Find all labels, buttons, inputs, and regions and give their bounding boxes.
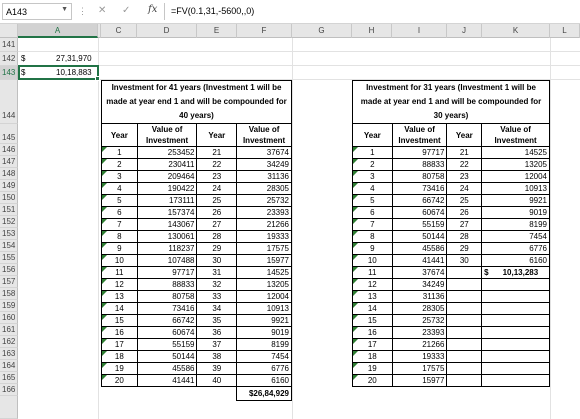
- value-cell[interactable]: [482, 375, 550, 387]
- value-cell[interactable]: 41441: [392, 255, 447, 267]
- value-cell[interactable]: 6776: [482, 243, 550, 255]
- value-cell[interactable]: 253452: [137, 147, 197, 159]
- value-cell[interactable]: 66742: [137, 315, 197, 327]
- value-cell[interactable]: 34249: [392, 279, 447, 291]
- table-row: [353, 231, 550, 243]
- table-row: [353, 243, 550, 255]
- cancel-icon[interactable]: ✕: [98, 5, 107, 16]
- value-cell[interactable]: 19333: [392, 351, 447, 363]
- value-cell[interactable]: 9921: [237, 315, 292, 327]
- table-row: [353, 339, 550, 351]
- value-header[interactable]: Value of Investment: [237, 124, 292, 147]
- year-cell[interactable]: 17: [353, 339, 393, 351]
- year-cell[interactable]: 33: [197, 291, 237, 303]
- value-cell[interactable]: 10913: [482, 183, 550, 195]
- select-all-corner[interactable]: [0, 24, 18, 38]
- year-cell[interactable]: 7: [353, 219, 393, 231]
- value-cell[interactable]: 130061: [137, 231, 197, 243]
- formula-input[interactable]: [164, 3, 578, 20]
- year-cell[interactable]: 29: [447, 243, 482, 255]
- year-cell[interactable]: 28: [197, 231, 237, 243]
- column-header-a[interactable]: A: [18, 24, 98, 38]
- row-header-146[interactable]: 146: [0, 144, 18, 156]
- column-header-d[interactable]: D: [137, 24, 197, 38]
- value-cell[interactable]: 12004: [237, 291, 292, 303]
- total-currency: $: [484, 268, 489, 277]
- table-row: [353, 255, 550, 267]
- cell-a142-currency[interactable]: $: [21, 54, 26, 63]
- value-cell[interactable]: 21266: [392, 339, 447, 351]
- year-cell[interactable]: 2: [353, 159, 393, 171]
- value-cell[interactable]: 34249: [237, 159, 292, 171]
- year-cell[interactable]: 22: [197, 159, 237, 171]
- year-cell[interactable]: 21: [197, 147, 237, 159]
- column-header-f[interactable]: F: [237, 24, 292, 38]
- value-cell[interactable]: 31136: [392, 291, 447, 303]
- row-header-160[interactable]: 160: [0, 312, 18, 324]
- value-cell[interactable]: 88833: [392, 159, 447, 171]
- year-cell[interactable]: 1: [353, 147, 393, 159]
- year-cell[interactable]: 16: [353, 327, 393, 339]
- table-row: [102, 231, 292, 243]
- row-header-147[interactable]: 147: [0, 156, 18, 168]
- value-cell[interactable]: 19333: [237, 231, 292, 243]
- year-cell[interactable]: 11: [353, 267, 393, 279]
- table-row: [353, 315, 550, 327]
- row-header-161[interactable]: 161: [0, 324, 18, 336]
- row-header-158[interactable]: 158: [0, 288, 18, 300]
- value-cell[interactable]: 66742: [392, 195, 447, 207]
- row-header-165[interactable]: 165: [0, 372, 18, 384]
- table-row: [353, 159, 550, 171]
- year-cell[interactable]: [447, 291, 482, 303]
- year-cell[interactable]: 13: [353, 291, 393, 303]
- table-row: [102, 375, 292, 387]
- year-cell[interactable]: 19: [353, 363, 393, 375]
- row-header-filler: [0, 396, 18, 419]
- value-cell[interactable]: [482, 279, 550, 291]
- row-header-163[interactable]: 163: [0, 348, 18, 360]
- year-cell[interactable]: 23: [197, 171, 237, 183]
- year-cell[interactable]: [447, 327, 482, 339]
- year-cell[interactable]: [447, 279, 482, 291]
- column-header-j[interactable]: J: [447, 24, 482, 38]
- fill-handle[interactable]: [95, 76, 100, 81]
- year-cell[interactable]: [447, 339, 482, 351]
- column-header-c[interactable]: C: [101, 24, 137, 38]
- row-header-155[interactable]: 155: [0, 252, 18, 264]
- year-cell[interactable]: 25: [197, 195, 237, 207]
- table-row: [102, 159, 292, 171]
- year-cell[interactable]: 9: [102, 243, 138, 255]
- year-cell[interactable]: [447, 315, 482, 327]
- year-header[interactable]: Year: [102, 124, 138, 147]
- year-cell[interactable]: 5: [102, 195, 138, 207]
- year-cell[interactable]: 38: [197, 351, 237, 363]
- value-cell[interactable]: 173111: [137, 195, 197, 207]
- total-value[interactable]: $26,84,929: [237, 387, 292, 401]
- table-row: [102, 351, 292, 363]
- value-cell[interactable]: [482, 291, 550, 303]
- value-cell[interactable]: 17575: [392, 363, 447, 375]
- total-row: [102, 387, 292, 401]
- value-cell[interactable]: 6160: [482, 255, 550, 267]
- year-cell[interactable]: 1: [102, 147, 138, 159]
- year-cell[interactable]: 18: [353, 351, 393, 363]
- column-header-l[interactable]: L: [550, 24, 580, 38]
- gridline: [98, 38, 99, 419]
- gridline: [550, 38, 551, 419]
- table-row: [353, 195, 550, 207]
- table-row: [102, 207, 292, 219]
- formula-bar: [0, 0, 580, 24]
- year-cell[interactable]: 13: [102, 291, 138, 303]
- row-header-142[interactable]: 142: [0, 52, 18, 66]
- year-cell[interactable]: 10: [353, 255, 393, 267]
- year-cell[interactable]: 4: [102, 183, 138, 195]
- year-cell[interactable]: 19: [102, 363, 138, 375]
- value-cell[interactable]: 17575: [237, 243, 292, 255]
- year-cell[interactable]: 30: [197, 255, 237, 267]
- year-cell[interactable]: 14: [102, 303, 138, 315]
- row-header-148[interactable]: 148: [0, 168, 18, 180]
- value-cell[interactable]: 8199: [237, 339, 292, 351]
- header-row: [102, 124, 292, 147]
- year-cell[interactable]: 24: [197, 183, 237, 195]
- value-cell[interactable]: 45586: [392, 243, 447, 255]
- gridline: [18, 51, 580, 52]
- year-cell[interactable]: 29: [197, 243, 237, 255]
- active-cell-selection: [18, 65, 99, 80]
- value-cell[interactable]: 41441: [137, 375, 197, 387]
- table-row: [353, 279, 550, 291]
- value-cell[interactable]: 12004: [482, 171, 550, 183]
- row-header-153[interactable]: 153: [0, 228, 18, 240]
- table-row: [353, 375, 550, 387]
- row-header-166[interactable]: 166: [0, 384, 18, 396]
- cell-a142-value[interactable]: 27,31,970: [56, 54, 92, 63]
- enter-check-icon[interactable]: ✓: [122, 5, 131, 16]
- year-cell[interactable]: 37: [197, 339, 237, 351]
- table-row: [102, 243, 292, 255]
- table-row: [102, 183, 292, 195]
- table-row: [102, 303, 292, 315]
- value-cell[interactable]: 209464: [137, 171, 197, 183]
- value-cell[interactable]: 6160: [237, 375, 292, 387]
- row-header-154[interactable]: 154: [0, 240, 18, 252]
- year-cell[interactable]: [447, 351, 482, 363]
- year-cell[interactable]: 26: [197, 207, 237, 219]
- value-cell[interactable]: 118237: [137, 243, 197, 255]
- value-cell[interactable]: 50144: [137, 351, 197, 363]
- value-cell[interactable]: 55159: [392, 219, 447, 231]
- cell-a143-currency[interactable]: $: [21, 68, 26, 77]
- total-cell[interactable]: [482, 267, 550, 279]
- value-cell[interactable]: 9019: [237, 327, 292, 339]
- year-cell[interactable]: 18: [102, 351, 138, 363]
- total-value: 10,13,283: [502, 268, 539, 277]
- table-row: [353, 183, 550, 195]
- cell-a143-value[interactable]: 10,18,883: [56, 68, 92, 77]
- year-cell[interactable]: 34: [197, 303, 237, 315]
- chevron-down-icon[interactable]: ▼: [61, 6, 68, 13]
- value-cell[interactable]: 21266: [237, 219, 292, 231]
- value-cell[interactable]: [482, 339, 550, 351]
- value-cell[interactable]: 6776: [237, 363, 292, 375]
- year-cell[interactable]: 10: [102, 255, 138, 267]
- value-cell[interactable]: [482, 327, 550, 339]
- value-cell[interactable]: 37674: [237, 147, 292, 159]
- year-cell[interactable]: 40: [197, 375, 237, 387]
- value-cell[interactable]: 88833: [137, 279, 197, 291]
- value-header[interactable]: Value of Investment: [392, 124, 447, 147]
- year-cell[interactable]: 25: [447, 195, 482, 207]
- value-cell[interactable]: 8199: [482, 219, 550, 231]
- value-cell[interactable]: 28305: [237, 183, 292, 195]
- value-cell[interactable]: 60674: [137, 327, 197, 339]
- row-header-145[interactable]: 145: [0, 124, 18, 144]
- left-investment-table: [101, 80, 292, 401]
- year-cell[interactable]: 4: [353, 183, 393, 195]
- table-row: [102, 147, 292, 159]
- value-cell[interactable]: [482, 315, 550, 327]
- gridline: [18, 65, 580, 66]
- year-cell[interactable]: 26: [447, 207, 482, 219]
- formula-bar-grip-icon: ⋮: [78, 6, 87, 16]
- year-cell[interactable]: 14: [353, 303, 393, 315]
- year-cell[interactable]: 2: [102, 159, 138, 171]
- row-header-151[interactable]: 151: [0, 204, 18, 216]
- value-cell[interactable]: 9921: [482, 195, 550, 207]
- value-cell[interactable]: 190422: [137, 183, 197, 195]
- table-row: [102, 255, 292, 267]
- table-row: [353, 327, 550, 339]
- value-cell[interactable]: 10913: [237, 303, 292, 315]
- table-row: [102, 315, 292, 327]
- total-spacer: [102, 387, 237, 401]
- value-cell[interactable]: 15977: [392, 375, 447, 387]
- formula-text: =FV(0.1,31,-5600,,0): [171, 6, 255, 16]
- table-title[interactable]: Investment for 31 years (Investment 1 will be made at year end 1 and will be compounded for 30 years): [353, 81, 550, 124]
- value-cell[interactable]: 45586: [137, 363, 197, 375]
- column-header-e[interactable]: E: [197, 24, 237, 38]
- table-row: [353, 291, 550, 303]
- table-row: [102, 267, 292, 279]
- value-cell[interactable]: [482, 363, 550, 375]
- year-cell[interactable]: 11: [102, 267, 138, 279]
- year-cell[interactable]: 12: [353, 279, 393, 291]
- year-cell[interactable]: 21: [447, 147, 482, 159]
- row-header-150[interactable]: 150: [0, 192, 18, 204]
- year-cell[interactable]: 8: [102, 231, 138, 243]
- table-row: [102, 279, 292, 291]
- value-cell[interactable]: 107488: [137, 255, 197, 267]
- row-header-152[interactable]: 152: [0, 216, 18, 228]
- year-header[interactable]: Year: [353, 124, 393, 147]
- value-cell[interactable]: 23393: [392, 327, 447, 339]
- table-row: [353, 363, 550, 375]
- value-cell[interactable]: 14525: [237, 267, 292, 279]
- table-row: [102, 327, 292, 339]
- name-box[interactable]: [2, 3, 72, 20]
- value-cell[interactable]: 50144: [392, 231, 447, 243]
- name-box-value: A143: [6, 7, 28, 17]
- year-cell[interactable]: 3: [353, 171, 393, 183]
- year-cell[interactable]: [447, 303, 482, 315]
- value-cell[interactable]: 97717: [137, 267, 197, 279]
- row-header-162[interactable]: 162: [0, 336, 18, 348]
- year-cell[interactable]: 6: [353, 207, 393, 219]
- year-cell[interactable]: 36: [197, 327, 237, 339]
- year-header[interactable]: Year: [197, 124, 237, 147]
- year-cell[interactable]: 17: [102, 339, 138, 351]
- row-header-144[interactable]: 144: [0, 80, 18, 124]
- right-investment-table: [352, 80, 550, 399]
- table-row: [102, 363, 292, 375]
- year-cell[interactable]: 31: [197, 267, 237, 279]
- year-cell[interactable]: 20: [102, 375, 138, 387]
- value-cell[interactable]: 37674: [392, 267, 447, 279]
- value-cell[interactable]: 73416: [392, 183, 447, 195]
- value-cell[interactable]: 9019: [482, 207, 550, 219]
- value-cell[interactable]: 230411: [137, 159, 197, 171]
- table-row: [353, 351, 550, 363]
- year-cell[interactable]: 24: [447, 183, 482, 195]
- year-cell[interactable]: 12: [102, 279, 138, 291]
- year-cell[interactable]: 32: [197, 279, 237, 291]
- title-row: [102, 81, 292, 124]
- value-cell[interactable]: 28305: [392, 303, 447, 315]
- column-header-i[interactable]: I: [392, 24, 447, 38]
- year-cell[interactable]: 5: [353, 195, 393, 207]
- value-cell[interactable]: [482, 351, 550, 363]
- value-cell[interactable]: 157374: [137, 207, 197, 219]
- table-row: [102, 219, 292, 231]
- row-header-149[interactable]: 149: [0, 180, 18, 192]
- row-header-164[interactable]: 164: [0, 360, 18, 372]
- row-header-159[interactable]: 159: [0, 300, 18, 312]
- year-cell[interactable]: 30: [447, 255, 482, 267]
- table-row: [353, 303, 550, 315]
- table-row: [353, 171, 550, 183]
- row-header-156[interactable]: 156: [0, 264, 18, 276]
- header-row: [353, 124, 550, 147]
- year-header[interactable]: Year: [447, 124, 482, 147]
- year-cell[interactable]: 15: [102, 315, 138, 327]
- column-header-k[interactable]: K: [482, 24, 550, 38]
- year-cell[interactable]: 15: [353, 315, 393, 327]
- column-header-bar: [0, 24, 580, 38]
- year-cell[interactable]: 6: [102, 207, 138, 219]
- value-header[interactable]: Value of Investment: [482, 124, 550, 147]
- value-cell[interactable]: 31136: [237, 171, 292, 183]
- value-cell[interactable]: 143067: [137, 219, 197, 231]
- total-row: [353, 387, 550, 399]
- year-cell[interactable]: [447, 363, 482, 375]
- column-header-g[interactable]: G: [292, 24, 352, 38]
- value-cell[interactable]: 13205: [237, 279, 292, 291]
- value-cell[interactable]: 13205: [482, 159, 550, 171]
- row-header-157[interactable]: 157: [0, 276, 18, 288]
- year-cell[interactable]: 27: [197, 219, 237, 231]
- table-title[interactable]: Investment for 41 years (Investment 1 will be made at year end 1 and will be compounded for 40 years): [102, 81, 292, 124]
- table-row: [353, 219, 550, 231]
- gridline: [292, 38, 293, 419]
- year-cell[interactable]: 23: [447, 171, 482, 183]
- row-header-141[interactable]: 141: [0, 38, 18, 52]
- value-cell[interactable]: 7454: [237, 351, 292, 363]
- year-cell[interactable]: [447, 267, 482, 279]
- year-cell[interactable]: 27: [447, 219, 482, 231]
- value-header[interactable]: Value of Investment: [137, 124, 197, 147]
- value-cell[interactable]: 7454: [482, 231, 550, 243]
- year-cell[interactable]: 8: [353, 231, 393, 243]
- table-row: [102, 339, 292, 351]
- row-header-143[interactable]: 143: [0, 66, 18, 80]
- year-cell[interactable]: 22: [447, 159, 482, 171]
- column-header-h[interactable]: H: [352, 24, 392, 38]
- table-row: [102, 291, 292, 303]
- value-cell[interactable]: 80758: [137, 291, 197, 303]
- year-cell[interactable]: 7: [102, 219, 138, 231]
- year-cell[interactable]: 39: [197, 363, 237, 375]
- year-cell[interactable]: 28: [447, 231, 482, 243]
- value-cell[interactable]: 25732: [237, 195, 292, 207]
- value-cell[interactable]: 23393: [237, 207, 292, 219]
- year-cell[interactable]: 9: [353, 243, 393, 255]
- table-row: [102, 171, 292, 183]
- value-cell[interactable]: 80758: [392, 171, 447, 183]
- table-row: [353, 207, 550, 219]
- value-cell[interactable]: 73416: [137, 303, 197, 315]
- value-cell[interactable]: 60674: [392, 207, 447, 219]
- value-cell[interactable]: 14525: [482, 147, 550, 159]
- insert-function-icon[interactable]: fx: [148, 4, 158, 15]
- year-cell[interactable]: 16: [102, 327, 138, 339]
- value-cell[interactable]: 25732: [392, 315, 447, 327]
- year-cell[interactable]: 20: [353, 375, 393, 387]
- table-row: [353, 147, 550, 159]
- value-cell[interactable]: 55159: [137, 339, 197, 351]
- year-cell[interactable]: [447, 375, 482, 387]
- year-cell[interactable]: 3: [102, 171, 138, 183]
- value-cell[interactable]: 97717: [392, 147, 447, 159]
- year-cell[interactable]: 35: [197, 315, 237, 327]
- table-row: [102, 195, 292, 207]
- title-row: [353, 81, 550, 124]
- table-row: [353, 267, 550, 279]
- value-cell[interactable]: [482, 303, 550, 315]
- value-cell[interactable]: 15977: [237, 255, 292, 267]
